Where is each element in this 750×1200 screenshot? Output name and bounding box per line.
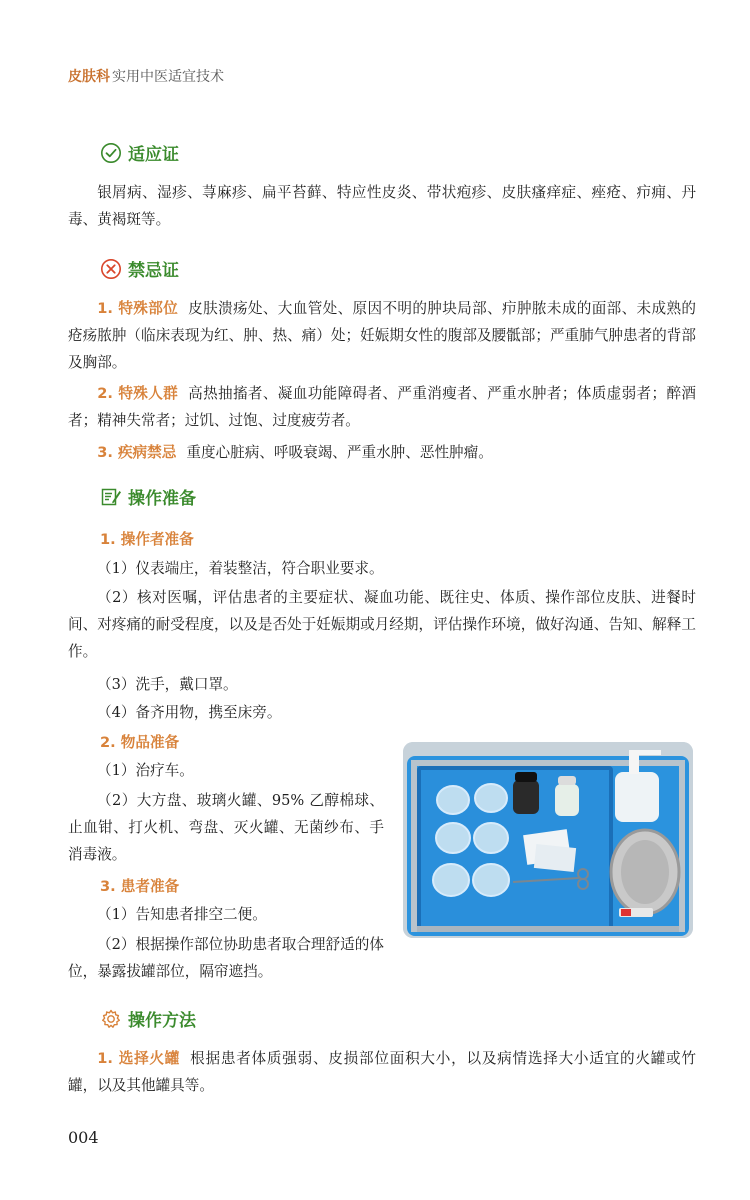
contraindication-item <box>68 439 696 466</box>
section-indications-title <box>100 140 179 165</box>
section-preparation-title <box>100 484 196 509</box>
gear-icon <box>100 1008 122 1030</box>
header-brand: 皮肤科 <box>68 69 110 85</box>
operator-prep-label: 1. 操作者准备 <box>100 531 194 548</box>
contraindication-item <box>68 380 696 434</box>
edit-note-icon <box>100 486 122 508</box>
x-circle-icon <box>100 258 122 280</box>
section-method-title <box>100 1006 196 1031</box>
contraindication-item <box>68 295 696 376</box>
contraindication-label: 2. 特殊人群 <box>97 385 179 402</box>
list-item: （1）仪表端庄，着装整洁，符合职业要求。 <box>97 560 384 577</box>
check-circle-icon <box>100 142 122 164</box>
list-item: （1）治疗车。 <box>97 762 194 779</box>
section-title-text: 操作方法 <box>128 1011 196 1031</box>
list-item: （4）备齐用物，携至床旁。 <box>97 704 282 721</box>
page-number: 004 <box>68 1128 99 1147</box>
section-contraindications-title <box>100 256 179 281</box>
header-subtitle: 实用中医适宜技术 <box>112 69 224 85</box>
contraindication-label: 1. 特殊部位 <box>97 300 179 317</box>
indications-text: 银屑病、湿疹、荨麻疹、扁平苔藓、特应性皮炎、带状疱疹、皮肤瘙痒症、痤疮、疖痈、丹毒、黄褐斑等。 <box>68 184 696 228</box>
contraindication-text: 重度心脏病、呼吸衰竭、严重水肿、恶性肿瘤。 <box>186 444 493 461</box>
method-label: 1. 选择火罐 <box>97 1050 181 1067</box>
contraindication-text: 皮肤溃疡处、大血管处、原因不明的肿块局部、疖肿脓未成的面部、未成熟的疮疡脓肿（临床表现为红、肿、热、痛）处；妊娠期女性的腹部及腰骶部；严重肺气肿患者的背部及胸部。 <box>68 300 696 371</box>
patient-prep-label: 3. 患者准备 <box>100 878 180 895</box>
list-item: （2）大方盘、玻璃火罐、95% 乙醇棉球、止血钳、打火机、弯盘、灭火罐、无菌纱布、手消毒液。 <box>68 792 384 863</box>
contraindication-text: 高热抽搐者、凝血功能障碍者、严重消瘦者、严重水肿者；体质虚弱者；醉酒者；精神失常者；过饥、过饱、过度疲劳者。 <box>68 385 696 429</box>
list-item: （2）根据操作部位协助患者取合理舒适的体位，暴露拔罐部位，隔帘遮挡。 <box>68 936 384 980</box>
section-title-text: 适应证 <box>128 145 179 165</box>
running-header <box>68 66 224 86</box>
section-title-text: 操作准备 <box>128 489 196 509</box>
treatment-tray-photo <box>403 742 693 938</box>
list-item: （3）洗手，戴口罩。 <box>97 676 238 693</box>
section-title-text: 禁忌证 <box>128 261 179 281</box>
list-item: （2）核对医嘱，评估患者的主要症状、凝血功能、既往史、体质、操作部位皮肤、进餐时间、对疼痛的耐受程度，以及是否处于妊娠期或月经期，评估操作环境，做好沟通、告知、解释工作。 <box>68 589 696 660</box>
contraindication-label: 3. 疾病禁忌 <box>97 444 177 461</box>
method-text: 根据患者体质强弱、皮损部位面积大小，以及病情选择大小适宜的火罐或竹罐，以及其他罐具等。 <box>68 1050 696 1094</box>
supplies-prep-label: 2. 物品准备 <box>100 734 180 751</box>
method-item <box>68 1045 696 1099</box>
list-item: （1）告知患者排空二便。 <box>97 906 267 923</box>
